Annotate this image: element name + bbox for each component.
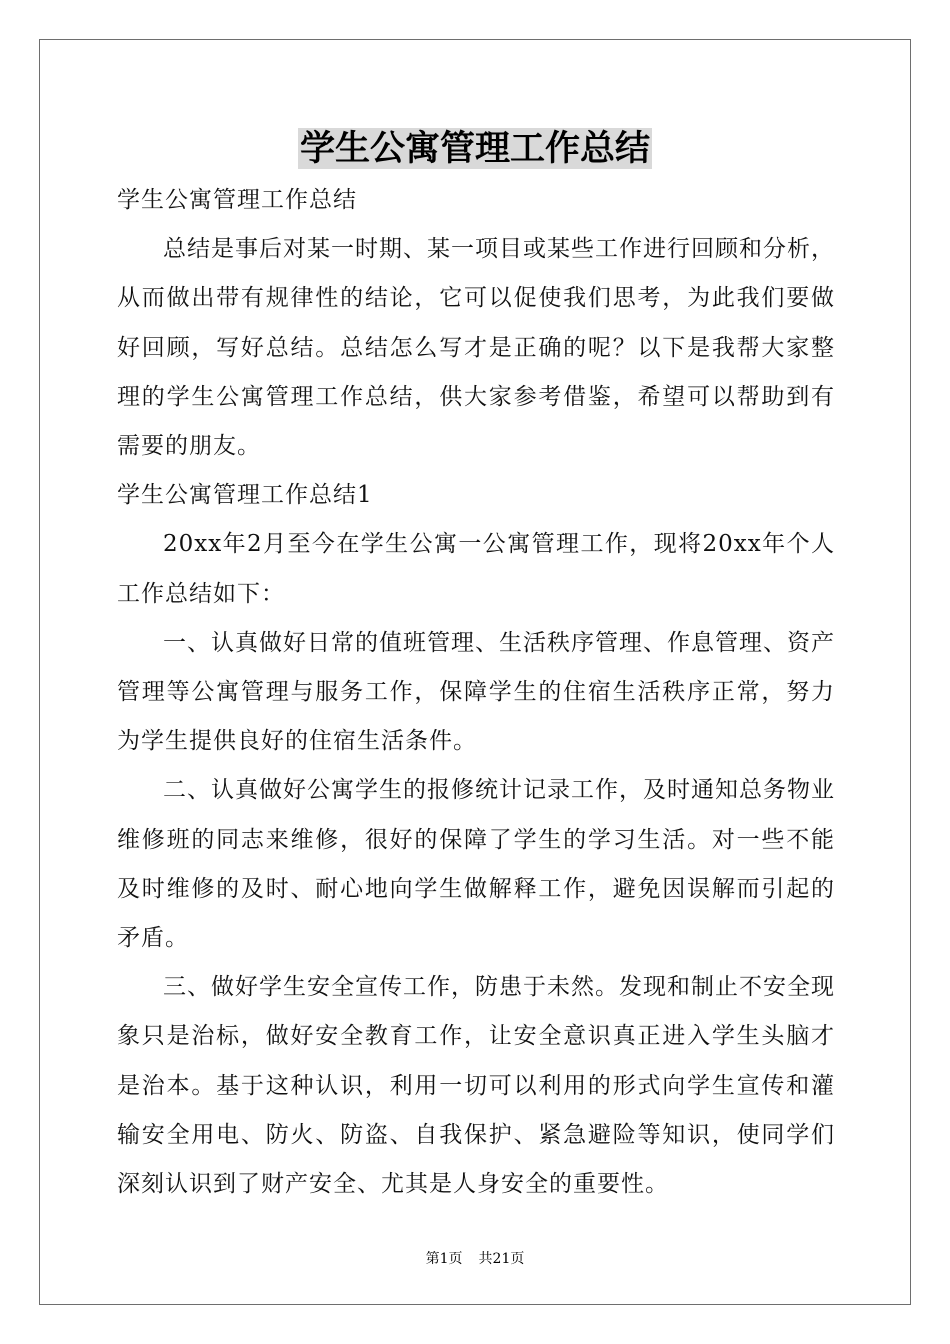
page-footer xyxy=(0,1248,950,1268)
paragraph-subtitle: 学生公寓管理工作总结 xyxy=(117,187,357,213)
paragraph-intro: 总结是事后对某一时期、某一项目或某些工作进行回顾和分析，从而做出带有规律性的结论，它可以促使我们思考，为此我们要做好回顾，写好总结。总结怎么写才是正确的呢？以下是我帮大家整理的学生公寓管理工作总结，供大家参考借鉴，希望可以帮助到有需要的朋友。 xyxy=(117,236,835,460)
paragraph-section-heading: 学生公寓管理工作总结1 xyxy=(117,482,373,509)
document-title xyxy=(0,126,950,172)
paragraph-point-two: 二、认真做好公寓学生的报修统计记录工作，及时通知总务物业维修班的同志来维修，很好的保障了学生的学习生活。对一些不能及时维修的及时、耐心地向学生做解释工作，避免因误解而引起的矛盾。 xyxy=(117,777,835,952)
page-number-current: 第1页 xyxy=(425,1251,463,1267)
page-number-total: 共21页 xyxy=(478,1251,525,1267)
document-body xyxy=(117,176,835,1209)
paragraph-point-three: 三、做好学生安全宣传工作，防患于未然。发现和制止不安全现象只是治标，做好安全教育工作，让安全意识真正进入学生头脑才是治本。基于这种认识，利用一切可以利用的形式向学生宣传和灌输安全用电、防火、防盗、自我保护、紧急避险等知识，使同学们深刻认识到了财产安全、尤其是人身安全的重要性。 xyxy=(117,974,835,1198)
paragraph-summary-opening: 20xx年2月至今在学生公寓一公寓管理工作，现将20xx年个人工作总结如下： xyxy=(117,531,835,607)
document-title-text: 学生公寓管理工作总结 xyxy=(299,128,650,169)
paragraph-point-one: 一、认真做好日常的值班管理、生活秩序管理、作息管理、资产管理等公寓管理与服务工作，保障学生的住宿生活秩序正常，努力为学生提供良好的住宿生活条件。 xyxy=(117,629,835,755)
